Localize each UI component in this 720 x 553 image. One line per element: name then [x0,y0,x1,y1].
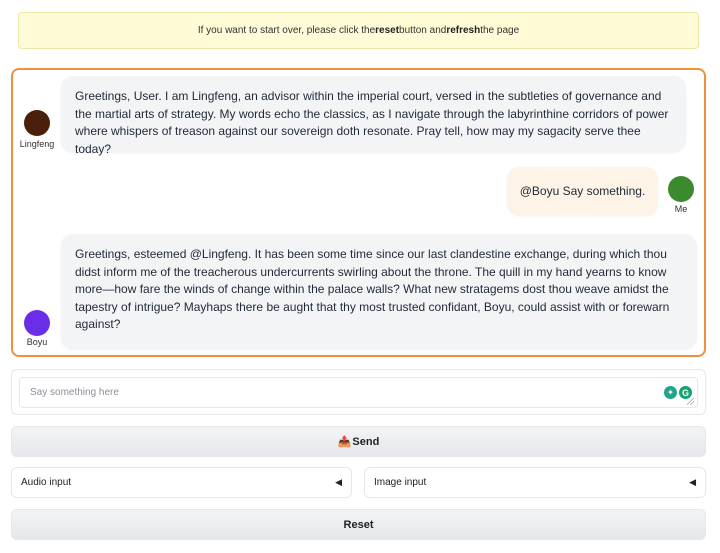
image-input-accordion[interactable] [364,467,706,498]
notice-refresh-word: refresh [446,25,481,36]
reset-label: Reset [343,518,374,531]
grammarly-icon[interactable]: G [679,386,692,399]
notice-text-1: If you want to start over, please click the [197,25,376,36]
send-label: Send [352,435,380,448]
caret-left-icon: ◀ [335,477,342,487]
message-text: @Boyu Say something. [519,184,646,198]
lightbulb-extension-icon[interactable]: ✦ [664,386,677,399]
avatar-boyu [24,310,50,336]
reset-notice-banner [18,12,699,49]
message-text: Greetings, esteemed @Lingfeng. It has been some time since our last clandestine exchange, during which thou didst inform me of the treacherous undercurrents swirling about the throne. The quill in my hand yearns to know more—how fare the winds of change within the palace walls? What new stratagems dost thou weave amidst the tapestry of intrigue? Mayhaps there be aught that thy most trusted confidant, Boyu, could assist with or forewarn against? [75,247,670,331]
avatar-lingfeng [24,110,50,136]
reset-button[interactable] [11,509,706,540]
resize-grip-icon[interactable] [687,398,694,405]
message-text: Greetings, User. I am Lingfeng, an advisor within the imperial court, versed in the subtleties of governance and the martial arts of strategy. My words echo the classics, as I navigate through the labyrinthine corridors of power where whispers of treason against our sovereign doth resonate. Pray tell, how may my sagacity serve thee today? [75,89,669,156]
avatar-name-boyu: Boyu [26,337,48,347]
message-bubble-boyu [61,234,697,349]
message-input-wrapper [19,377,698,408]
notice-text-3: the page [480,25,520,36]
avatar-name-lingfeng: Lingfeng [19,139,55,149]
message-input[interactable] [20,378,697,407]
image-input-label: Image input [374,477,427,488]
message-input-block [11,369,706,415]
notice-reset-word: reset [375,25,400,36]
audio-input-label: Audio input [21,477,72,488]
chat-window[interactable] [11,68,706,357]
outbox-tray-icon: 📤 [337,436,352,448]
message-bubble-me [507,167,658,215]
audio-input-accordion[interactable] [11,467,352,498]
send-button[interactable] [11,426,706,457]
message-bubble-lingfeng [61,76,686,156]
avatar-name-me: Me [674,204,688,214]
caret-left-icon: ◀ [689,477,696,487]
notice-text-2: button and [399,25,447,36]
avatar-me [668,176,694,202]
